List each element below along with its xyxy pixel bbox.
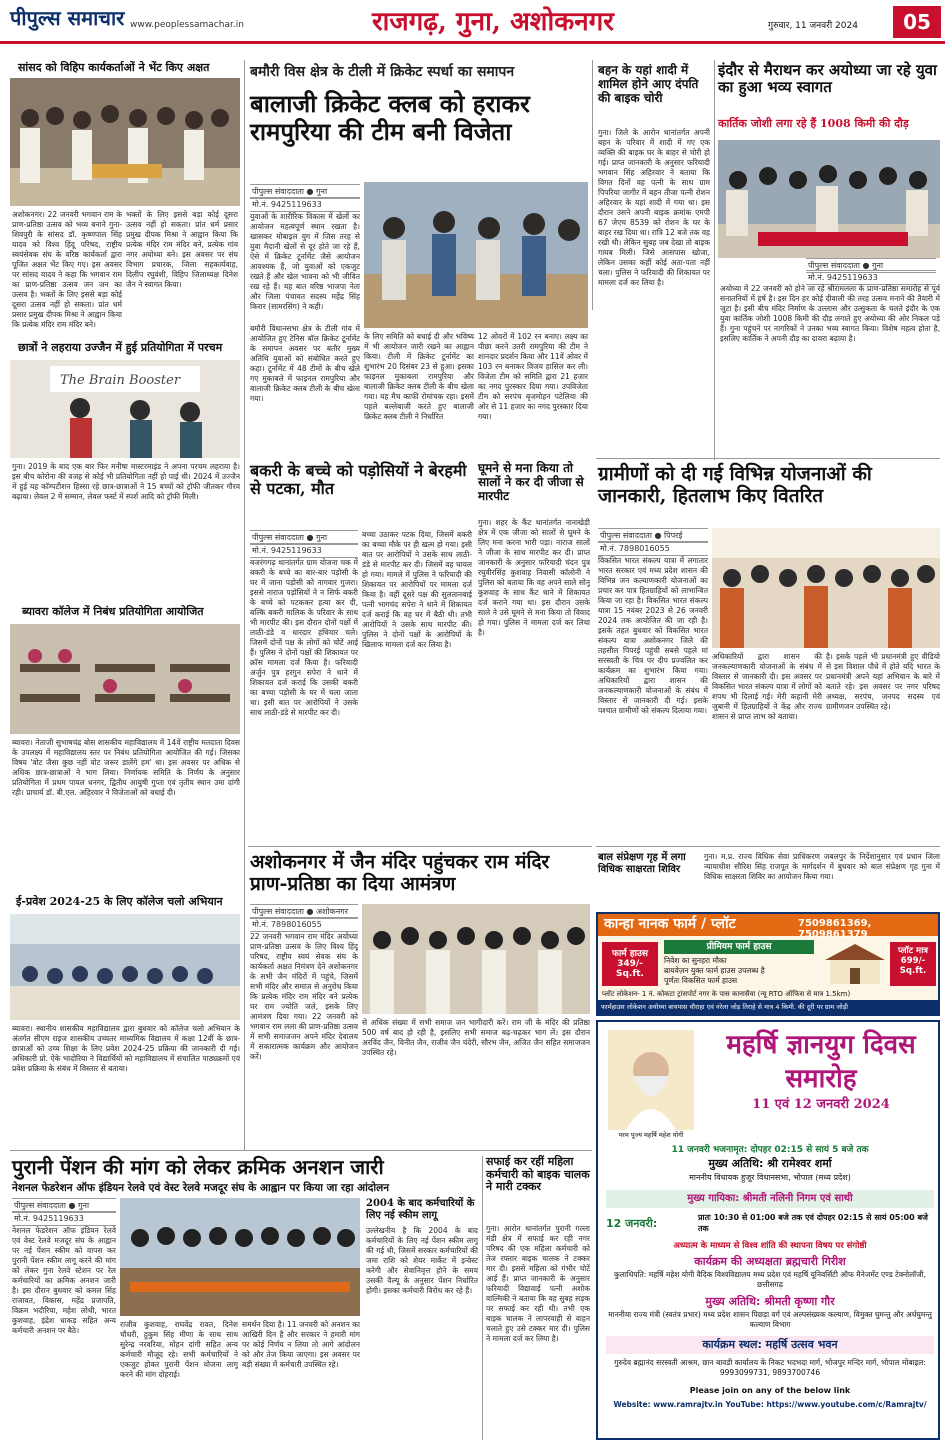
headline-lurk: घूमने से मना किया तो सालों ने कर दी जीजा से मारपीट — [478, 461, 584, 503]
ad-maharishi-guest1: मुख्य अतिथि: श्री रामेश्वर शर्मा — [708, 1157, 832, 1170]
story-body-pension: नेशनल फेडरेशन ऑफ इंडियन रेलवे एवं वेस्ट रेलवे मजदूर संघ के आह्वान पर नई पेंशन स्कीम को वापस कर पुरानी पेंशन स्कीम लागू करने की मांग को लेकर गुना रेलवे स्टेशन पर रेल कर्मचारियों का क्रमिक अनशन जारी है। इस दौरान बुधवार को कमल सिंह राजावत, विकास, महेंद्र प्रजापति, विक्रम भदौरिया, महेश लोधी, भारत कुशवाह, इंद्रेश धाकड़ सहित अन्य कर्मचारी अनशन पर बैठे। — [12, 1226, 116, 1335]
masthead — [0, 0, 945, 44]
story-body-cricket-3: के लिए समिति को बधाई दी और भविष्य में भी आयोजन जारी रखने का आह्वान किया। टीली में क्रिकेट टूर्नामेंट का शुभारंभ 20 दिसंबर 23 से हुआ। इसका फाइनल मुकाबला रामपुरिया और बालाजी क्रिकेट क्लब टीली के बीच खेला गया। यह मैच काफी रोमांचक रहा। इसमें पहले बल्लेबाजी करते हुए बालाजी क्रिकेट क्लब टीली ने निर्धारित — [364, 332, 474, 421]
story-body-jain-cont: से अधिक संख्या में सभी समाज जन भागीदारी करें। राम जी के मंदिर की प्रतिष्ठा 500 वर्ष बाद हो रही है, इसलिए सभी समाज बढ़-चढ़कर भाग लें। इस दौरान अरविंद जैन, विनीत जैन, राजीव जैन चंदेरी, सौरभ जैन, अजित जैन सहित समाजजन उपस्थित रहे। — [362, 1018, 590, 1057]
byline-goat: पीपुल्स संवाददाता ● गुना — [250, 530, 358, 545]
headline-cricket: बालाजी क्रिकेट क्लब को हराकर रामपुरिया की टीम बनी विजेता — [250, 89, 530, 146]
ad-farm-location: प्लॉट लोकेशन- 1 नं. कोकटा ट्रांसपोर्ट नगर के पास कानासैया (न्यू RTO ऑफिस से मात्र 1.5km) — [602, 990, 851, 998]
phone-jain: मो.नं. 7898016055 — [250, 917, 358, 932]
byline-marathon: पीपुल्स संवाददाता ● गुना — [806, 258, 936, 273]
story-body-mp-meet: अशोकनगर। 22 जनवरी भगवान राम के प्राण-प्रतिष्ठा उत्सव को भव्य बनाने गुना-शिवपुरी के सांसद डॉ. कृष्णपाल सिंह यादव को विश्व हिंदू परिषद, राष्ट्रीय स्वयंसेवक संघ के वरिष्ठ कार्यकर्ता द्वारा पूजित अक्षत भेंट किए गए। इस अवसर पर सांसद यादव ने कहा कि भगवान राम का प्राण-प्रतिष्ठा उत्सव जन जन का उत्सव है। भक्तों के लिए इससे बड़ा कोई दूसरा उत्सव नहीं हो सकता। प्रांत धर्म प्रसार प्रमुख दीपक मिश्रा ने आह्वान किया कि प्रत्येक मंदिर राम मंदिर बने। — [12, 210, 122, 329]
story-body-pension-sidebar: उल्लेखनीय है कि 2004 के बाद कर्मचारियों के लिए नई पेंशन स्कीम लागू की गई थी, जिसमें सरकार कर्मचारियों की जमा राशि को शेयर मार्केट में इन्वेस्ट करेगी और सेवानिवृत्त होने के समय उसकी वैल्यू के अनुसार पेंशन निर्धारित होगी। इसका कर्मचारी विरोध कर रहे हैं। — [366, 1226, 478, 1295]
ad-farm-title: कान्हा नानक फार्म / प्लॉट — [604, 916, 736, 932]
ad-maharishi-day2: 12 जनवरी: — [606, 1217, 658, 1230]
story-body-balgrah: गुना। म.प्र. राज्य विधिक सेवा प्राधिकरण जबलपुर के निर्देशानुसार एवं प्रधान जिला न्यायाधीश सौरिश सिंह राजपूत के मार्गदर्शन में बुधवार को बाल संप्रेक्षण गृह गुना में विधिक साक्षरता शिविर का आयोजन किया गया। — [704, 852, 940, 881]
ad-maharishi[interactable] — [596, 1020, 940, 1440]
ad-maharishi-address: गुरुदेव ब्रह्मानंद सरस्वती आश्रम, छान बावडी कार्यालय के निकट भदभदा मार्ग, भोजपुर मन्दिर मार्ग, भोपाल मोबाइल: 9993099731, 9893700746 — [614, 1358, 926, 1377]
headline-exam: छात्रों ने लहराया उज्जैन में हुई प्रतियोगिता में परचम — [18, 341, 223, 354]
story-body-pension-cont2: समर्थन दिया है। 11 जनवरी को अनशन का आखिरी दिन है और सरकार ने हमारी मांग पर कोई निर्णय न लिया तो आगे आंदोलन को और तेज किया जाएगा। इस अवसर पर बड़ी संख्या में कर्मचारी उपस्थित रहे। — [242, 1320, 360, 1369]
ad-farm-point: ब्रायवेज़न युक्त फार्म हाउस उपलब्ध है — [664, 966, 765, 975]
ad-maharishi-guest1-role: माननीय विधायक हुजूर विधानसभा, भोपाल (मध्य प्रदेश) — [689, 1173, 851, 1182]
column-rule — [592, 60, 593, 310]
ad-farm-points — [664, 956, 816, 986]
ad-maharishi-guru: परम पूज्य महर्षि महेश योगी — [618, 1131, 684, 1139]
headline-jain: अशोकनगर में जैन मंदिर पहुंचकर राम मंदिर प्राण-प्रतिष्ठा का दिया आमंत्रण — [250, 851, 550, 895]
story-body-pension-cont: राजीव कुशवाह, राघवेंद्र रावत, दिनेश चौधरी, हुकुम सिंह मीणा के साथ साथ सुरेन्द्र नरवरिया, मोहन दांगी सहित अन्य कर्मचारी मौजूद रहे। सभी कर्मचारियों ने एकजुट होकर पुरानी पेंशन योजना लागू करने की मांग दोहराई। — [120, 1320, 238, 1379]
page-number: 05 — [893, 6, 941, 38]
ad-maharishi-web[interactable]: Website: www.ramrajtv.in YouTube: https://www.youtube.com/c/Ramrajtv/ — [613, 1400, 927, 1409]
ad-maharishi-dates: 11 एवं 12 जनवरी 2024 — [752, 1097, 890, 1112]
headline-marathon: इंदौर से मैराथन कर अयोध्या जा रहे युवा का हुआ भव्य स्वागत — [718, 61, 937, 97]
photo-essay — [10, 624, 240, 734]
headline-schemes: ग्रामीणों को दी गई विभिन्न योजनाओं की जानकारी, हितलाभ किए वितरित — [598, 463, 872, 507]
ad-farm-rate-left: फार्म हाउस 349/- Sq.ft. — [602, 942, 658, 986]
headline-goat: बकरी के बच्चे को पड़ोसियों ने बेरहमी से पटका, मौत — [250, 461, 467, 499]
page-region-title: राजगढ़, गुना, अशोकनगर — [372, 7, 614, 37]
ad-farm-subtitle: प्रीमियम फार्म हाउस — [664, 940, 814, 954]
section-rule — [10, 1150, 592, 1151]
kicker-cricket: बमौरी विस क्षेत्र के टीली में क्रिकेट स्पर्धा का समापन — [250, 64, 515, 80]
ad-maharishi-day1: 11 जनवरी भजनामृत: दोपहर 02:15 से सायं 5 बजे तक — [671, 1145, 869, 1155]
ad-farm-location2: फार्महाउस लोकेशन अयोध्या बायपास चौराहा एवं नरेला जोड़ तिराहे से मात्र 4 किमी. की दूरी पर ग्राम जोड़ी — [598, 1000, 938, 1014]
story-body-goat: बजरंगगढ़ थानांतर्गत ग्राम योजना चक में बकरी के बच्चे का बार-बार पड़ोसी के घर में जाना पड़ोसी को नागवार गुजरा। इससे नाराज पड़ोसियों ने न सिर्फ बकरी के बच्चे को पटककर हत्या कर दी, बल्कि बकरी मालिक के परिवार के साथ भी मारपीट की। इस दौरान दोनों पक्षों में लाठी-डंडे व धारदार हथियार चले। जिसमें दोनों पक्ष के लोगों को चोटें आई हैं। पुलिस ने दोनों पक्षों की शिकायत पर क्रॉस मामला दर्ज किया है। फरियादी अर्जुन पुत्र हरगुन सपेरा ने थाने में शिकायत दर्ज कराई कि उसकी बकरी का बच्चा पड़ोसी के घर में चला जाता था। इसी बात पर आरोपियों ने उसके साथ लाठी-डंडे से मारपीट कर दी। — [250, 558, 358, 717]
story-body-theft: गुना। जिले के आरोन थानांतर्गत अपनी बहन के परिवार में शादी में गए एक व्यक्ति की बाइक घर के बाहर से चोरी हो गई। प्राप्त जानकारी के अनुसार फरियादी भगवान सिंह अहिरवार ने बताया कि विगत दिनों वह पत्नी के साथ ग्राम पिपरिया जागीर में बहन तीजा पत्नी रोशन अहिरवार के यहां शादी में गया था। इस दौरान उसने अपनी बाइक क्रमांक एमपी 67 जेएच 8539 को रोशन के घर के बाहर रख दिया था। रात्रि 12 बजे तक वह रखी थी। लेकिन सुबह जब देखा तो बाइक गायब मिली। जिसे आसपास खोजा, लेकिन उसका कहीं कोई अता-पता नहीं चला। पुलिस ने फरियादी की शिकायत पर मामला दर्ज कर लिया है। — [598, 128, 710, 287]
photo-marathon — [718, 140, 940, 258]
ad-farm-point: पूर्णतः विकसित फार्म हाउस — [664, 976, 738, 985]
ad-maharishi-guest2-role: माननीया राज्य मंत्री (स्वतंत्र प्रभार) मध्य प्रदेश शासन पिछड़ा वर्ग एवं अल्पसंख्यक कल्याण, विमुक्त घुमन्तु और अर्धघुमन्तु कल्याण विभाग — [608, 1310, 932, 1329]
column-rule — [244, 60, 245, 1150]
section-rule — [596, 458, 940, 459]
ad-maharishi-singer: मुख्य गायिका: श्रीमती नलिनी निगम एवं साथी — [606, 1190, 934, 1208]
headline-e-admission: ई-प्रवेश 2024-25 के लिए कॉलेज चलो अभियान — [16, 895, 223, 908]
ad-farm-rate-right: प्लॉट मात्र 699/- Sq.ft. — [890, 942, 936, 986]
issue-date: गुरुवार, 11 जनवरी 2024 — [768, 21, 858, 31]
phone-marathon: मो.नं. 9425119633 — [806, 270, 936, 285]
byline-cricket: पीपुल्स संवाददाता ● गुना — [250, 184, 360, 199]
photo-jain — [362, 904, 590, 1014]
phone-cricket: मो.नं. 9425119633 — [250, 197, 360, 212]
ad-maharishi-time2: प्रातः 10:30 से 01:00 बजे तक एवं दोपहर 02:15 से सायं 05:00 बजे तक — [698, 1213, 928, 1233]
subhead-pension: नेशनल फेडरेशन ऑफ इंडियन रेलवे एवं वेस्ट रेलवे मजदूर संघ के आह्वान पर किया जा रहा आंदोलन — [12, 1182, 390, 1194]
story-body-schemes-cont2: है। इसके पहले भी प्रधानमंत्री हुए वीडियो से इस विशाल पौधे में होते यदि भारत के प्रधानमंत्री अपने यहां अभियान के बारे में बताते रहे। इस अवसर पर नगर परिषद अध्यक्ष, सरपंच, जनपद सदस्य एवं ग्रामीणजन उपस्थित रहे। — [826, 652, 940, 711]
story-body-exam: गुना। 2019 के बाद एक बार फिर मनीषा मास्टरमाइंड ने अपना परचम लहराया है। इस बीच कोरोना की वजह से कोई भी प्रतियोगिता नहीं हो पाई थी। 2024 में उज्जैन में हुई यह कॉम्पटीशन हिस्सा रहे छात्र-छात्राओं ने 15 बच्चों को ट्रॉफी जीतकर गौरव बढ़ाया। लेवल 2 में सम्मान, लेवल फर्स्ट में स्पर्श आदि को ट्रॉफी मिली। — [12, 462, 240, 501]
byline-schemes: पीपुल्स संवाददाता ● पिपरई — [598, 528, 708, 543]
ad-farm-point: निवेश का सुनहरा मौका — [664, 956, 727, 965]
story-body-cricket-1: युवाओं के शारीरिक विकास में खेलों का आयोजन महत्वपूर्ण स्थान रखता है। खासकर मोबाइल युग में जिस तरह से युवा मैदानी खेलों से दूर होते जा रहे हैं, ऐसे में क्रिकेट टूर्नामेंट जैसे आयोजन आवश्यक हैं, जो युवाओं को एकजुट रखते हैं और खेल भावना को भी जीवित रख रहे हैं। यह बात वरिष्ठ भाजपा नेता और जिला पंचायत सदस्य महेंद्र सिंह किरार (सामरसिंग) ने कही। — [250, 212, 360, 311]
story-body-essay: ब्यावरा। नेताजी सुभाषचंद्र बोस शासकीय महाविद्यालय में 14वें राष्ट्रीय मतदाता दिवस के उपलक्ष्य में महाविद्यालय स्तर पर निबंध प्रतियोगिता आयोजित की गई। जिसका विषय 'वोट जैसा कुछ नहीं वोट जरूर डालेंगे हम' था। इस अवसर पर अधिक से अधिक छात्र-छात्राओं ने भाग लिया। निर्णायक समिति के निर्णय के अनुसार प्रतियोगिता में प्रथम पायल धनगर, द्वितीय आयुषी गुप्ता एवं तृतीय स्थान उमा दांगी रही। प्राचार्य डॉ. बी.एल. अहिरवार ने विजेताओं को बधाई दी। — [12, 738, 240, 797]
column-rule — [482, 1156, 483, 1440]
story-body-schemes-cont: अधिकारियों द्वारा शासन की जनकल्याणकारी योजनाओं के संबंध में विस्तार से जानकारी दी। इस अवसर पर विकसित भारत संकल्प यात्रा में लोगों को शपथ भी दिलाई गई। मेरी कहानी मेरी जुबानी में हितग्राहियों ने केंद्र और राज्य शासन से प्राप्त लाभ को बताया। — [712, 652, 822, 721]
section-rule — [248, 846, 592, 847]
subhead-marathon: कार्तिक जोशी लगा रहे हैं 1008 किमी की दौड़ — [718, 117, 909, 130]
headline-essay: ब्यावरा कॉलेज में निबंध प्रतियोगिता आयोजित — [22, 605, 204, 618]
column-rule — [714, 60, 715, 460]
headline-theft: बहन के यहां शादी में शामिल होने आए दंपति की बाइक चोरी — [598, 63, 699, 105]
ad-maharishi-footer: Please join on any of the below link — [689, 1386, 851, 1395]
ad-maharishi-topic: अध्यात्म के माध्यम से विश्व शांति की स्थापना विषय पर संगोष्ठी — [673, 1241, 867, 1251]
phone-goat: मो.नं. 9425119633 — [250, 543, 358, 558]
exam-banner-text: The Brain Booster — [60, 373, 181, 388]
byline-pension: पीपुल्स संवाददाता ● गुना — [12, 1198, 116, 1213]
phone-pension: मो.नं. 9425119633 — [12, 1211, 116, 1226]
story-body-goat-cont: बच्चा उठाकर पटक दिया, जिसमें बकरी का बच्चा मौके पर ही खत्म हो गया। इसी बात पर आरोपियों ने उसके साथ लाठी-डंडे से मारपीट कर दी। जिसमें वह घायल हो गया। मामले में पुलिस ने फरियादी की शिकायत पर आरोपियों पर मामला दर्ज किया है। वहीं दूसरे पक्ष की सुलतानबाई पत्नी भागचंद सपेरा ने थाने में शिकायत दर्ज कराई कि वह घर में बैठी थी। तभी आरोपियों ने उसके साथ मारपीट की। पुलिस ने दोनों पक्षों के आरोपियों के खिलाफ मामला दर्ज कर लिया है। — [362, 530, 472, 649]
phone-schemes: मो.नं. 7898016055 — [598, 541, 708, 556]
headline-balgrah: बाल संप्रेक्षण गृह में लगा विधिक साक्षरता शिविर — [598, 852, 686, 875]
photo-exam — [10, 360, 240, 458]
ad-farm-house-illustration — [820, 940, 890, 986]
headline-pension-sidebar: 2004 के बाद कर्मचारियों के लिए नई स्कीम लागू — [366, 1198, 475, 1221]
ad-maharishi-chair: कार्यक्रम की अध्यक्षता ब्रह्मचारी गिरीश — [694, 1255, 846, 1268]
photo-cricket — [364, 182, 588, 328]
brand-url[interactable]: www.peoplessamachar.in — [130, 20, 244, 30]
story-body-lurk: गुना। शहर के कैंट थानांतर्गत नानाखेड़ी क्षेत्र में एक जीजा को सालों से घूमने के लिए मना करना भारी पड़ा। नाराज सालों ने जीजा के साथ मारपीट कर दी। प्राप्त जानकारी के अनुसार फरियादी चंदन पुत्र रघुवीरसिंह कुशवाह निवासी कॉलोनी ने पुलिस को बताया कि वह अपने साले सोनू कुशवाह के साथ कैंट थाने में शिकायत दर्ज कराने गया था। इस दौरान उसके साले ने उसे घूमने से मना किया तो विवाद हो गया। पुलिस ने मामला दर्ज कर लिया है। — [478, 518, 590, 637]
story-body-marathon: अयोध्या में 22 जनवरी को होने जा रहे श्रीरामलला के प्राण-प्रतिष्ठा समारोह से पूर्व सनातनियों में हर्ष है। इस दिन हर कोई दीवाली की तरह उत्सव मनाने की तैयारी में जुटा है। इसी बीच मंदिर निर्माण के उल्लास और उत्सुकता के चलते इंदौर के एक युवा कार्तिक जोशी 1008 किमी की दौड़ लगाते हुए अयोध्या की ओर निकल पड़े हैं। गुना पहुंचने पर नागरिकों ने उनका भव्य स्वागत किया। विशेष महत्व होता है, इसलिए कार्तिक ने अपनी दौड़ का दायरा बढ़ाया है। — [720, 284, 940, 343]
story-body-cricket-2: बमौरी विधानसभा क्षेत्र के टीली गांव में आयोजित हुए टेनिस बॉल क्रिकेट टूर्नामेंट के समापन अवसर पर बतौर मुख्य अतिथि युवाओं को संबोधित करते हुए कहा। टूर्नामेंट में 48 टीमों के बीच खेले गए मुकाबले में फाइनल रामपुरिया और बालाजी क्रिकेट क्लब टीली के बीच खेला गया। — [250, 324, 360, 403]
byline-jain: पीपुल्स संवाददाता ● अशोकनगर — [250, 904, 358, 919]
photo-e-admission — [10, 914, 240, 1020]
headline-pension: पुरानी पेंशन की मांग को लेकर क्रमिक अनशन जारी — [12, 1155, 384, 1179]
story-body-jain: 22 जनवरी भगवान राम मंदिर अयोध्या प्राण-प्रतिष्ठा उत्सव के लिए विश्व हिंदू परिषद, राष्ट्रीय स्वयं सेवक संघ के कार्यकर्ता अक्षत निमंत्रण देने अशोकनगर के सभी जैन मंदिरों में पहुंचे, जिसमें सभी मंदिर और समाज से अनुरोध किया कि प्रत्येक मंदिर राम मंदिर बने प्रत्येक घर राम ज्योति जले, इसके लिए आमंत्रण दिया गया। 22 जनवरी को भगवान राम लला की प्राण-प्रतिष्ठा उत्सव में सभी समाजजन अपने मंदिर देवालय में सकारात्मक कार्यक्रम और आयोजन करें। — [250, 932, 358, 1061]
story-body-mp-meet-cont: भक्तों के लिए इससे बड़ा कोई दूसरा उत्सव नहीं हो सकता। प्रांत धर्म प्रसार प्रमुख दीपक मिश्रा ने आह्वान किया कि प्रत्येक मंदिर राम मंदिर बने, प्रत्येक गांव नगर अयोध्या बने। इस अवसर पर संघ विभाग प्रचारक, जिला सहकार्यवाह, दिलीप रघुवंशी, विहिप जिलाध्यक्ष दिनेश जैन ने स्वागत किया। — [126, 210, 238, 289]
story-body-cricket-4: 12 ओवरों में 102 रन बनाए। लक्ष्य का पीछा करने उतरी रामपुरिया की टीम ने शानदार प्रदर्शन किया और 11वें ओवर में 103 रन बनाकर विजय हासिल कर ली। विजेता टीम को समिति द्वारा 21 हजार का नगद पुरस्कार दिया गया। उपविजेता टीम को सरपंच बृजमोहन पटेलिया की ओर से 11 हजार का नगद पुरस्कार दिया गया। — [478, 332, 588, 421]
ad-maharishi-portrait — [608, 1030, 694, 1130]
photo-pension — [120, 1198, 360, 1316]
story-body-schemes: विकसित भारत संकल्प यात्रा में लगातार भारत सरकार एवं मध्य प्रदेश शासन की विभिन्न जन कल्याणकारी योजनाओं का प्रचार कर पात्र हितग्राहियों को लाभान्वित किया जा रहा है। विकसित भारत संकल्प यात्रा 15 नवंबर 2023 से 26 जनवरी 2024 तक आयोजित की जा रही है। इसके तहत बुधवार को विकसित भारत संकल्प यात्रा अशोकनगर जिले की तहसील पिपरई पहुंची सबसे पहले मां सरस्वती के चित्र पर दीप प्रज्वलित कर कार्यक्रम का शुभारंभ किया गया। अधिकारियों द्वारा शासन की जनकल्याणकारी योजनाओं के संबंध में विस्तार से जानकारी दी गई। इसके पश्चात ग्रामीणों को संकल्प दिलाया गया। — [598, 556, 708, 715]
story-body-e-admission: ब्यावरा। स्थानीय शासकीय महाविद्यालय द्वारा बुधवार को कॉलेज चलो अभियान के अंतर्गत सीएम राइज शासकीय उच्चतर माध्यमिक विद्यालय में कक्षा 12वीं के छात्र-छात्राओं को उच्च शिक्षा के लिए प्रवेश 2024-25 प्रक्रिया की जानकारी दी गई। अधिकारी प्रो. ऐके भादोरिया ने विद्यार्थियों को महाविद्यालय में संचालित पाठ्यक्रमों एवं प्रवेश प्रक्रिया के संबंध में विस्तार से बताया। — [12, 1024, 240, 1073]
ad-maharishi-title: महर्षि ज्ञानयुग दिवस समारोह — [726, 1030, 916, 1094]
headline-mp-meet: सांसद को विहिप कार्यकर्ताओं ने भेंट किए अक्षत — [18, 61, 210, 74]
story-body-sweeper: गुना। आरोन थानांतर्गत पुरानी गल्ला मंडी क्षेत्र में सफाई कर रही नगर परिषद की एक महिला कर्मचारी को तेज रफ्तार बाइक चालक ने टक्कर मार दी। इससे महिला को गंभीर चोटें आई हैं। प्राप्त जानकारी के अनुसार फरियादी विद्यावाई पत्नी अशोक वाल्मिकी ने बताया कि वह सुबह सड़क पर सफाई कर रही थी। तभी एक बाइक चालक ने लापरवाही से वाहन चलाते हुए उसे टक्कर मार दी। पुलिस ने मामला दर्ज कर लिया है। — [486, 1224, 590, 1343]
photo-mp-meet — [10, 78, 240, 206]
section-rule — [596, 846, 940, 847]
photo-schemes — [712, 528, 940, 648]
ad-maharishi-venue: कार्यक्रम स्थल: महर्षि उत्सव भवन — [606, 1336, 934, 1354]
ad-maharishi-chancellor: कुलाधिपति: महर्षि महेश योगी वैदिक विश्वविद्यालय मध्य प्रदेश एवं महर्षि यूनिवर्सिटी ऑफ मैनेजमेंट एण्ड टेक्नोलॉजी, छत्तीसगढ़ — [613, 1270, 927, 1289]
ad-maharishi-guest2: मुख्य अतिथि: श्रीमती कृष्णा गौर — [705, 1295, 835, 1308]
ad-farm[interactable] — [596, 912, 940, 1016]
headline-sweeper: सफाई कर रहीं महिला कर्मचारी को बाइक चालक ने मारी टक्कर — [486, 1155, 590, 1194]
ad-farm-phones[interactable]: 7509861369, 7509861379 — [798, 918, 872, 940]
brand-logo: पीपुल्स समाचार — [10, 6, 125, 30]
